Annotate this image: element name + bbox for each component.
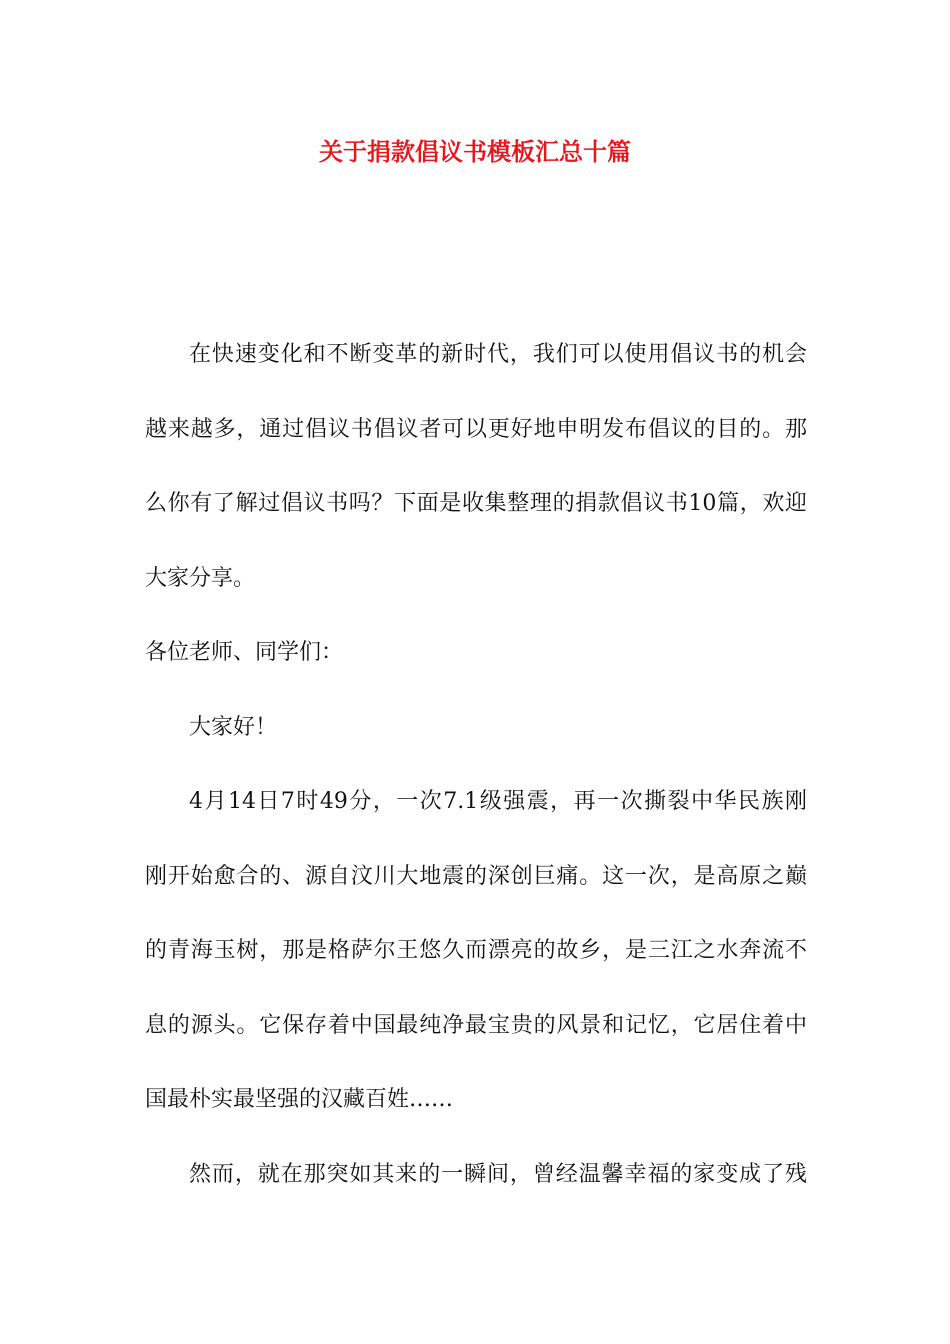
intro-line-4: 大家分享。 <box>145 565 256 591</box>
quake-line-5: 国最朴实最坚强的汉藏百姓…… <box>145 1087 454 1112</box>
greeting-paragraph <box>145 691 807 766</box>
intro-paragraph <box>145 318 807 616</box>
quake-line-2: 刚开始愈合的、源自汶川大地震的深创巨痛。这一次，是高原之巅 <box>145 863 807 889</box>
however-line-1: 然而，就在那突如其来的一瞬间，曾经温馨幸福的家变成了残 <box>189 1161 807 1187</box>
salutation-paragraph <box>145 616 807 691</box>
intro-line-2: 越来越多，通过倡议书倡议者可以更好地申明发布倡议的目的。那 <box>145 416 807 442</box>
intro-line-3: 么你有了解过倡议书吗？下面是收集整理的捐款倡议书10篇，欢迎 <box>145 491 807 516</box>
salutation-line: 各位老师、同学们： <box>145 640 344 665</box>
greeting-line: 大家好！ <box>189 714 278 740</box>
quake-paragraph <box>145 765 807 1138</box>
quake-line-3: 的青海玉树，那是格萨尔王悠久而漂亮的故乡，是三江之水奔流不 <box>145 938 807 963</box>
intro-line-1: 在快速变化和不断变革的新时代，我们可以使用倡议书的机会 <box>189 342 807 367</box>
quake-line-1: 4月14日7时49分，一次7.1级强震，再一次撕裂中华民族刚 <box>189 789 807 814</box>
however-paragraph <box>145 1138 807 1213</box>
document-title: 关于捐款倡议书模板汇总十篇 <box>319 138 631 166</box>
quake-line-4: 息的源头。它保存着中国最纯净最宝贵的风景和记忆，它居住着中 <box>145 1012 807 1038</box>
document-body <box>145 318 807 1212</box>
